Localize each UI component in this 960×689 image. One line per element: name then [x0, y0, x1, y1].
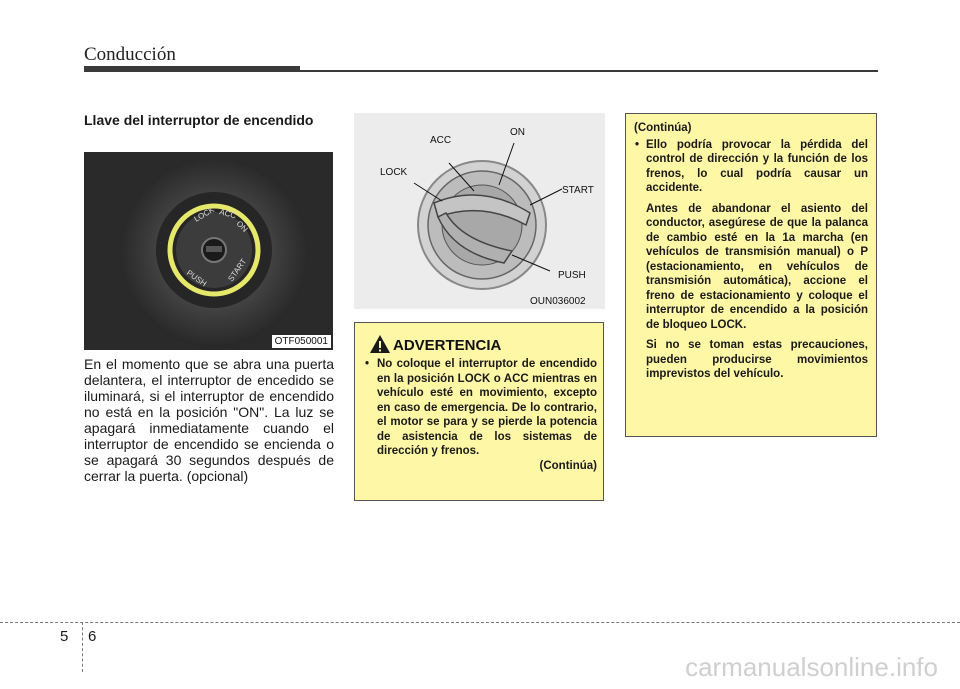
- ignition-heading: Llave del interruptor de encendido: [84, 112, 314, 128]
- ignition-body-text: En el momento que se abra una puerta delantera, el interruptor de encedido se iluminará, si el interruptor de encendido no está en la posición "ON". La luz se apagará inmediatamente cuando el interruptor de encendido se encienda o se apagará 30 segundos después de cerrar la puerta. (opcional): [84, 356, 334, 484]
- warning-bullet: •: [365, 358, 370, 370]
- warning-triangle-icon: [369, 334, 391, 354]
- callout-on: ON: [510, 127, 525, 138]
- key-position-illustration: [354, 113, 605, 309]
- continued-warning-content: [634, 121, 868, 388]
- warning-text: No coloque el interruptor de encendido en la posición LOCK o ACC mientras en vehículo esté en movimiento, excepto en caso de emergencia. De lo contrario, el motor se para y se pierde la potencia de asistencia de los sistemas de dirección y frenos.: [377, 358, 597, 457]
- footer-vertical-divider: [82, 622, 83, 672]
- photo-acc-label: ACC: [218, 207, 238, 221]
- section-title: Conducción: [84, 44, 176, 65]
- callout-acc: ACC: [430, 135, 452, 146]
- continued-warning-box: [625, 113, 877, 437]
- key-position-diagram: [354, 113, 605, 309]
- photo-push-label: PUSH: [184, 268, 209, 289]
- photo1-caption: OTF050001: [272, 335, 331, 348]
- ignition-photo-illustration: [84, 152, 333, 350]
- warning-text-block: [365, 357, 597, 473]
- warning-title: ADVERTENCIA: [393, 337, 502, 354]
- warning-continue: (Continúa): [539, 459, 597, 472]
- warning-box: [354, 322, 604, 501]
- watermark: carmanualsonline.info: [685, 652, 938, 682]
- photo2-caption: OUN036002: [530, 296, 586, 307]
- callout-start: START: [562, 185, 594, 196]
- continued-paragraph-1: Antes de abandonar el asiento del conductor, asegúrese de que la palanca de cambio esté en la 1a marcha (en vehículos de transmisión manual) o P (estacionamiento, en vehículos de transmisión automática), accione el freno de estacionamiento y coloque el interruptor de encendido a la posición de bloqueo LOCK.: [646, 202, 868, 331]
- continued-heading: (Continúa): [634, 122, 692, 134]
- photo-on-label: ON: [234, 219, 250, 234]
- photo-start-label: START: [226, 257, 249, 284]
- callout-lock: LOCK: [380, 167, 408, 178]
- ignition-photo: [84, 152, 333, 350]
- header-rule-thick: [84, 66, 300, 72]
- header-rule-thin: [300, 70, 878, 72]
- continued-paragraph-2: Si no se toman estas precauciones, pueden producirse movimientos imprevistos del vehículo.: [646, 339, 868, 380]
- continued-bullet-text: • Ello podría provocar la pérdida del control de dirección y la función de los frenos, lo cual podría causar un accidente.: [646, 138, 868, 196]
- callout-push: PUSH: [558, 270, 586, 281]
- page-number: 6: [88, 628, 97, 645]
- photo-lock-label: LOCK: [192, 205, 216, 224]
- footer-divider: [0, 622, 960, 623]
- chapter-number: 5: [60, 628, 69, 645]
